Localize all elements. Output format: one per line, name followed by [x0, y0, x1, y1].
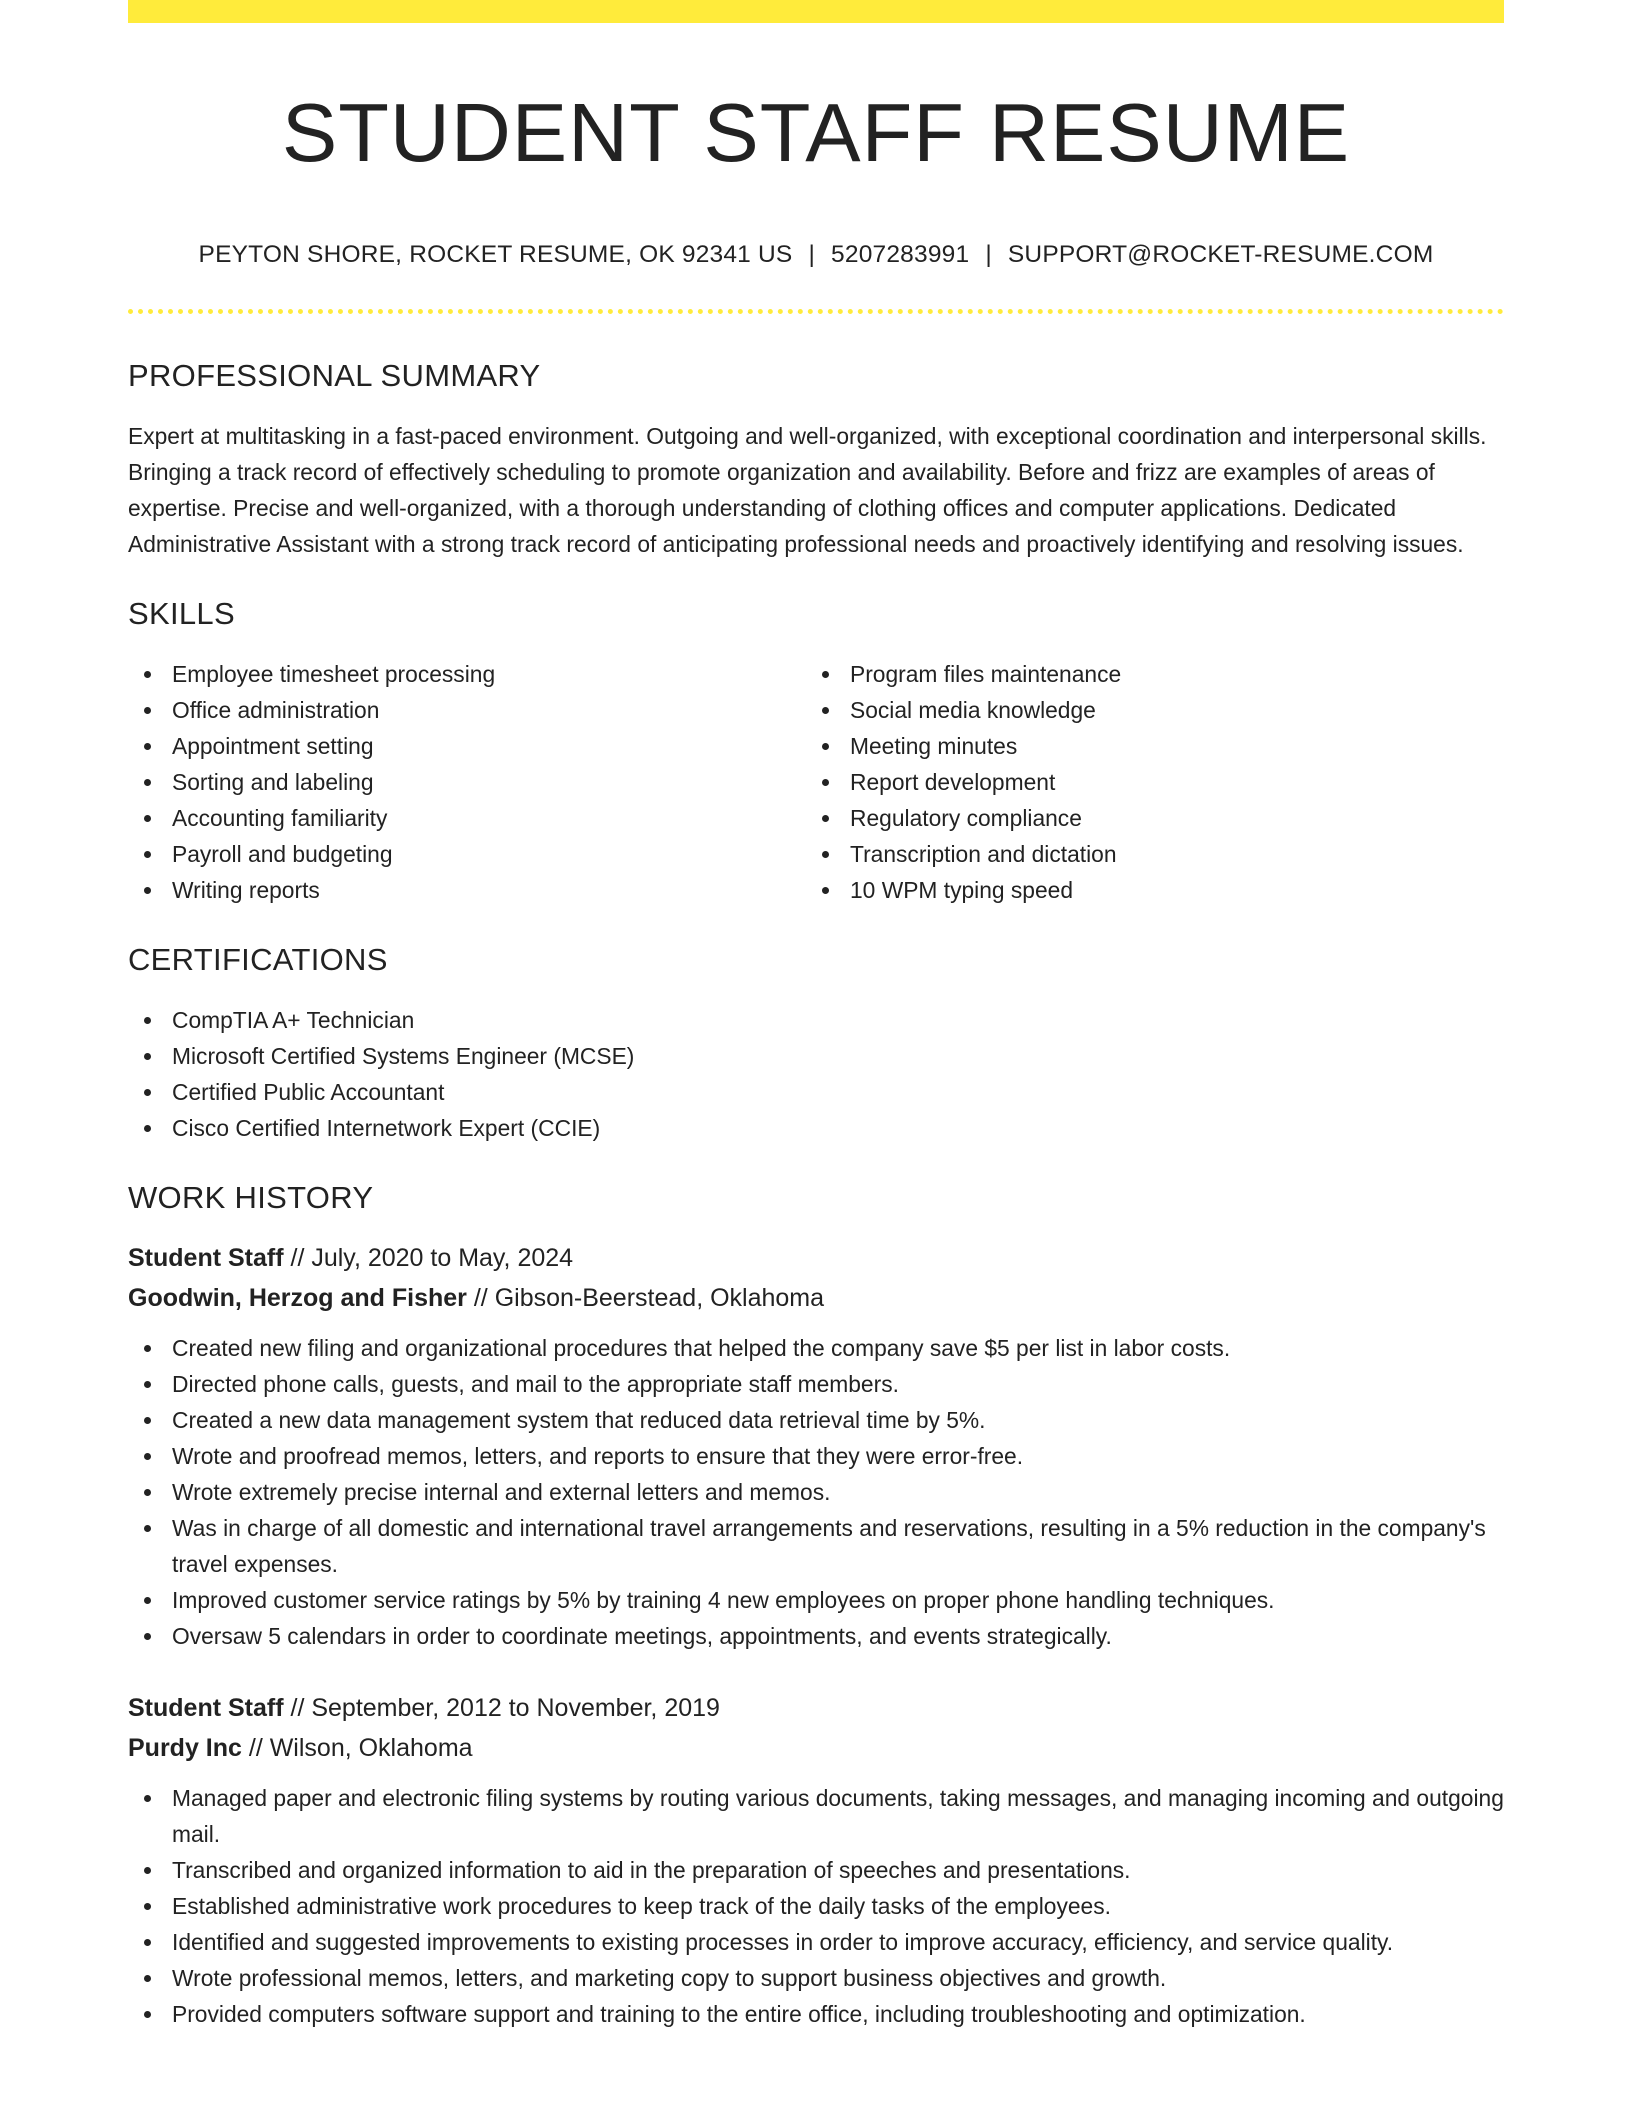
- job-location: // Gibson-Beerstead, Oklahoma: [473, 1284, 825, 1312]
- resume-page: [128, 0, 1504, 2032]
- job-duty: Created a new data management system that reduced data retrieval time by 5%.: [128, 1402, 1504, 1438]
- skill-item: Payroll and budgeting: [128, 836, 806, 872]
- job-duty: Established administrative work procedures to keep track of the daily tasks of the employees.: [128, 1888, 1504, 1924]
- job-entry: [128, 1688, 1504, 2032]
- skill-item: Sorting and labeling: [128, 764, 806, 800]
- skill-item: Report development: [806, 764, 1484, 800]
- job-duty: Wrote professional memos, letters, and marketing copy to support business objectives and growth.: [128, 1960, 1504, 1996]
- skills-list-right: [806, 656, 1484, 908]
- skill-item: Appointment setting: [128, 728, 806, 764]
- job-duty: Improved customer service ratings by 5% by training 4 new employees on proper phone handling techniques.: [128, 1582, 1504, 1618]
- job-duty: Managed paper and electronic filing systems by routing various documents, taking messages, and managing incoming and outgoing mail.: [128, 1780, 1504, 1852]
- job-company-line: [128, 1278, 1504, 1318]
- skill-item: Writing reports: [128, 872, 806, 908]
- job-duty: Created new filing and organizational procedures that helped the company save $5 per list in labor costs.: [128, 1330, 1504, 1366]
- certification-item: Microsoft Certified Systems Engineer (MCSE): [128, 1038, 1504, 1074]
- skill-item: Accounting familiarity: [128, 800, 806, 836]
- certifications-list: [128, 1002, 1504, 1146]
- skill-item: Regulatory compliance: [806, 800, 1484, 836]
- job-duty: Transcribed and organized information to aid in the preparation of speeches and presentations.: [128, 1852, 1504, 1888]
- job-duties-list: [128, 1330, 1504, 1654]
- job-title-line: [128, 1238, 1504, 1278]
- job-company: Goodwin, Herzog and Fisher: [128, 1284, 467, 1312]
- resume-title: STUDENT STAFF RESUME: [281, 86, 1351, 179]
- job-title: Student Staff: [128, 1244, 284, 1272]
- job-title-line: [128, 1688, 1504, 1728]
- job-duty: Oversaw 5 calendars in order to coordinate meetings, appointments, and events strategically.: [128, 1618, 1504, 1654]
- job-dates: // September, 2012 to November, 2019: [290, 1694, 720, 1722]
- accent-top-bar: [128, 0, 1504, 23]
- job-duty: Was in charge of all domestic and international travel arrangements and reservations, resulting in a 5% reduction in the company's travel expenses.: [128, 1510, 1504, 1582]
- skills-list-left: [128, 656, 806, 908]
- skills-heading: SKILLS: [128, 596, 235, 631]
- job-duty: Identified and suggested improvements to existing processes in order to improve accuracy, efficiency, and service quality.: [128, 1924, 1504, 1960]
- dotted-divider: [128, 309, 1504, 314]
- certification-item: Certified Public Accountant: [128, 1074, 1504, 1110]
- summary-heading: PROFESSIONAL SUMMARY: [128, 358, 541, 393]
- work-history-heading: WORK HISTORY: [128, 1180, 374, 1215]
- job-duties-list: [128, 1780, 1504, 2032]
- job-company: Purdy Inc: [128, 1734, 242, 1762]
- job-duty: Wrote extremely precise internal and external letters and memos.: [128, 1474, 1504, 1510]
- contact-phone: 5207283991: [831, 241, 970, 268]
- job-entry: [128, 1238, 1504, 1654]
- job-company-line: [128, 1728, 1504, 1768]
- skill-item: Program files maintenance: [806, 656, 1484, 692]
- certification-item: Cisco Certified Internetwork Expert (CCIE): [128, 1110, 1504, 1146]
- skills-column-left: [128, 656, 806, 908]
- job-title: Student Staff: [128, 1694, 284, 1722]
- contact-line: [128, 239, 1504, 271]
- skill-item: 10 WPM typing speed: [806, 872, 1484, 908]
- summary-text: Expert at multitasking in a fast-paced environment. Outgoing and well-organized, with exceptional coordination and interpersonal skills. Bringing a track record of effectively scheduling to promote organization and availability. Before and frizz are examples of areas of expertise. Precise and well-organized, with a thorough understanding of clothing offices and computer applications. Dedicated Administrative Assistant with a strong track record of anticipating professional needs and proactively identifying and resolving issues.: [128, 423, 1487, 557]
- job-location: // Wilson, Oklahoma: [248, 1734, 473, 1762]
- contact-address: PEYTON SHORE, ROCKET RESUME, OK 92341 US: [198, 241, 793, 268]
- job-duty: Provided computers software support and training to the entire office, including troubleshooting and optimization.: [128, 1996, 1504, 2032]
- skills-columns: [128, 656, 1504, 908]
- certifications-heading: CERTIFICATIONS: [128, 942, 388, 977]
- contact-separator: |: [808, 241, 816, 268]
- skill-item: Social media knowledge: [806, 692, 1484, 728]
- skills-column-right: [806, 656, 1484, 908]
- contact-email: SUPPORT@ROCKET-RESUME.COM: [1007, 241, 1434, 268]
- skill-item: Transcription and dictation: [806, 836, 1484, 872]
- certification-item: CompTIA A+ Technician: [128, 1002, 1504, 1038]
- job-dates: // July, 2020 to May, 2024: [290, 1244, 574, 1272]
- job-duty: Directed phone calls, guests, and mail to the appropriate staff members.: [128, 1366, 1504, 1402]
- skill-item: Employee timesheet processing: [128, 656, 806, 692]
- job-duty: Wrote and proofread memos, letters, and reports to ensure that they were error-free.: [128, 1438, 1504, 1474]
- contact-separator: |: [985, 241, 992, 268]
- skill-item: Office administration: [128, 692, 806, 728]
- skill-item: Meeting minutes: [806, 728, 1484, 764]
